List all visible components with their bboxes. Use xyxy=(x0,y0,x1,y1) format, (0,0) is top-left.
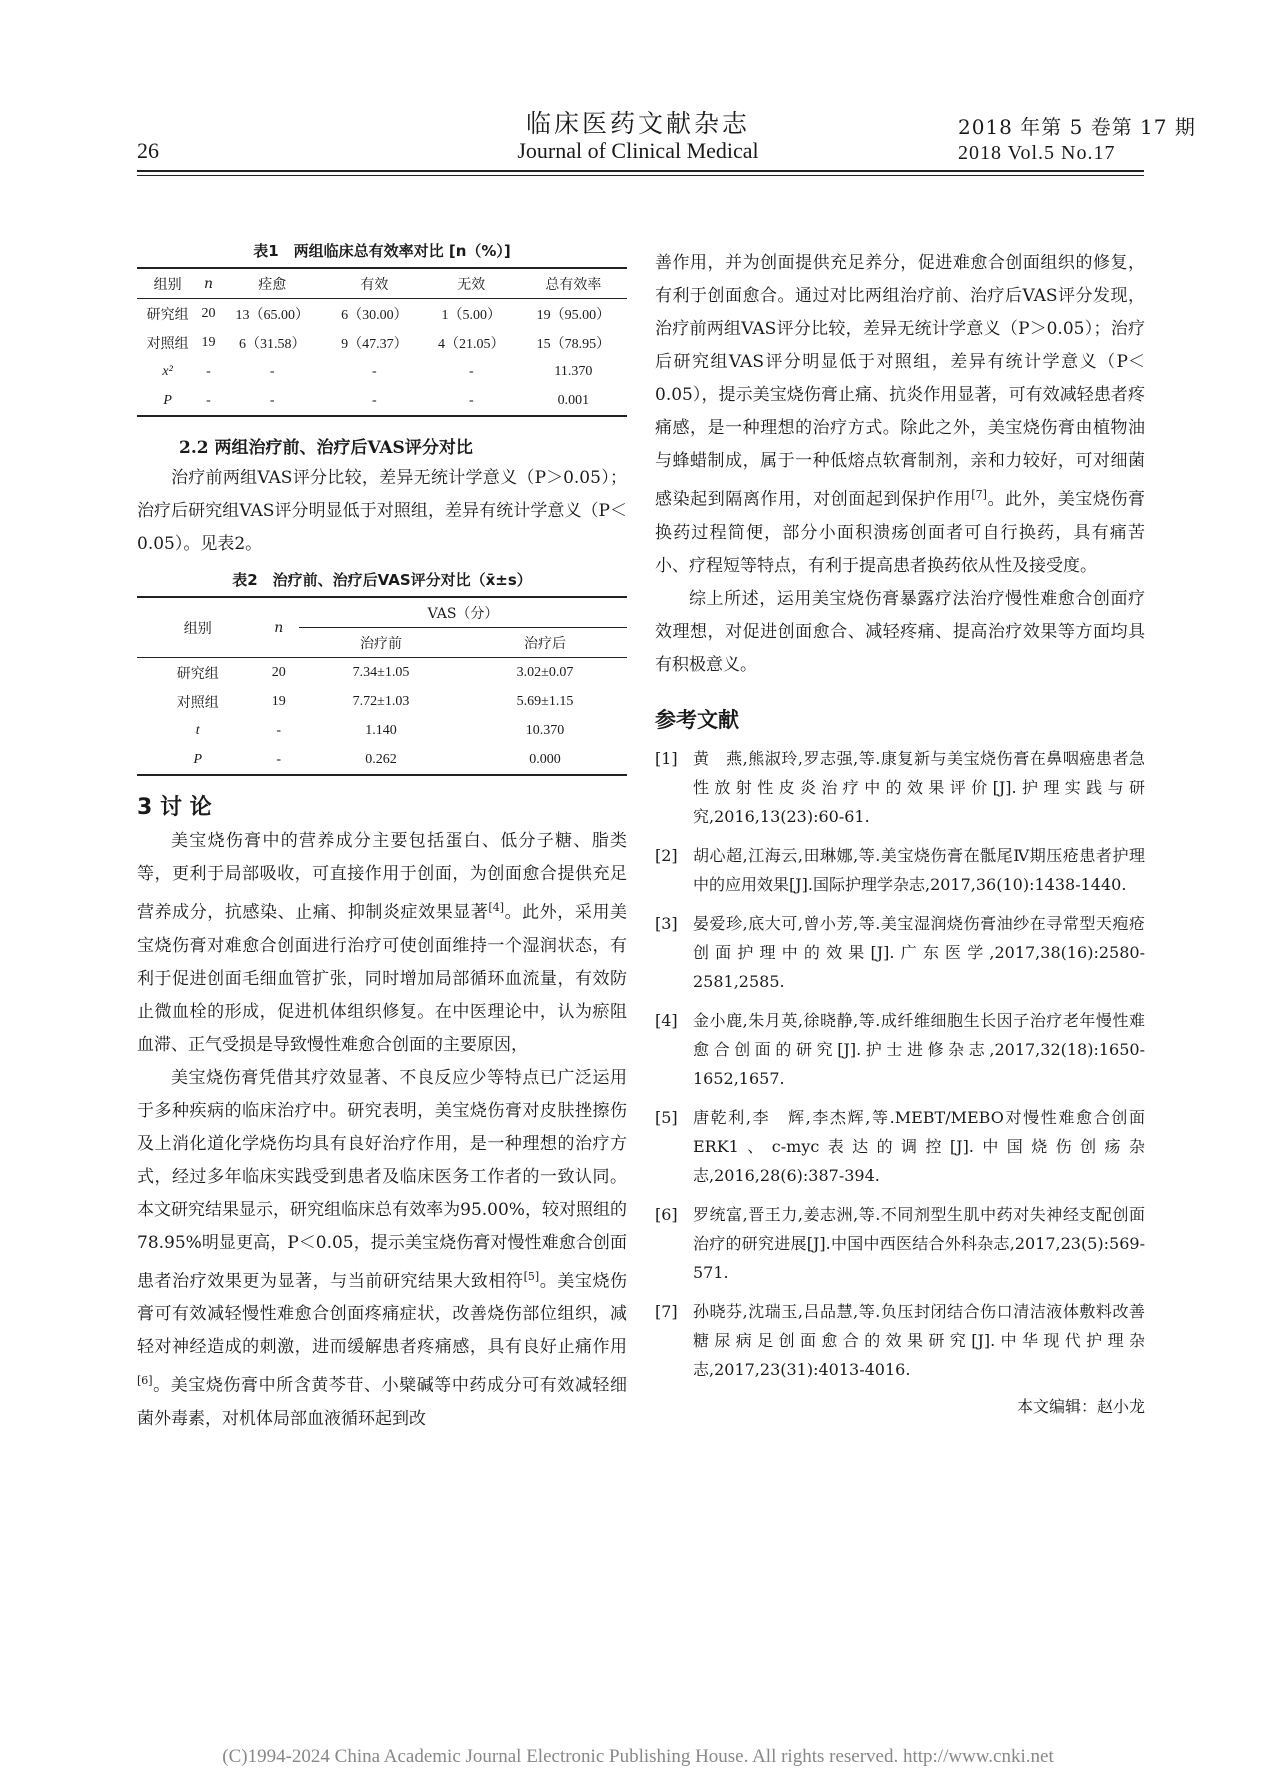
text-run: 美宝烧伤膏中的营养成分主要包括蛋白、低分子糖、脂类等，更利于局部吸收，可直接作用于创面，为创面愈合提供充足营养成分，抗感染、止痛、抑制炎症效果显著 xyxy=(137,831,627,923)
text-run: 美宝烧伤膏凭借其疗效显著、不良反应少等特点已广泛运用于多种疾病的临床治疗中。研究表明，美宝烧伤膏对皮肤挫擦伤及上消化道化学烧伤均具有良好治疗作用，是一种理想的治疗方式，经过多年临床实践受到患者及临床医务工作者的一致认同。本文研究结果显示，研究组临床总有效率为95.00%，较对照组的78.95%明显更高，P＜0.05，提示美宝烧伤膏对慢性难愈合创面患者治疗效果更为显著，与当前研究结果大致相符 xyxy=(137,1067,627,1292)
table-cell: 19 xyxy=(201,334,216,350)
table2-caption: 表2 治疗前、治疗后VAS评分对比（x̄±s） xyxy=(232,571,532,589)
reference-text: 罗统富,晋王力,姜志洲,等.不同剂型生肌中药对失神经支配创面治疗的研究进展[J].中国中西医结合外科杂志,2017,23(5):569-571. xyxy=(693,1204,1145,1282)
table2-header-group: 组别 xyxy=(137,597,259,658)
reference-item xyxy=(655,744,1145,831)
table-row xyxy=(137,658,627,688)
table2-header-before: 治疗前 xyxy=(299,628,463,658)
left-column xyxy=(137,240,627,1436)
table-cell: - xyxy=(468,392,474,408)
table-cell: 0.001 xyxy=(557,392,590,408)
citation: [4] xyxy=(488,901,505,914)
table1-header-cell: 总有效率 xyxy=(520,268,627,299)
table-cell: P xyxy=(163,392,172,408)
table-cell: 9（47.37） xyxy=(341,336,408,352)
table-cell: 0.262 xyxy=(365,751,397,767)
reference-text: 胡心超,江海云,田琳娜,等.美宝烧伤膏在骶尾Ⅳ期压疮患者护理中的应用效果[J].国际护理学杂志,2017,36(10):1438-1440. xyxy=(693,845,1145,894)
references-heading: 参考文献 xyxy=(655,707,739,732)
header-rule-thin xyxy=(137,175,1144,176)
section-2-2-heading: 2.2 两组治疗前、治疗后VAS评分对比 xyxy=(179,438,473,458)
reference-text: 金小鹿,朱月英,徐晓静,等.成纤维细胞生长因子治疗老年慢性难愈合创面的研究[J].护士进修杂志,2017,32(18):1650-1652,1657. xyxy=(693,1010,1145,1088)
section-3-paragraph-1 xyxy=(137,825,627,1062)
conclusion-paragraph: 综上所述，运用美宝烧伤膏暴露疗法治疗慢性难愈合创面疗效理想，对促进创面愈合、减轻疼痛、提高治疗效果等方面均具有积极意义。 xyxy=(655,588,1145,675)
copyright-footer: (C)1994-2024 China Academic Journal Electronic Publishing House. All rights reserved. http://www.cnki.net xyxy=(222,1746,1054,1767)
reference-item xyxy=(655,841,1145,899)
table-cell: - xyxy=(468,363,474,379)
table-row xyxy=(137,299,627,329)
table2-header-vas: VAS（分） xyxy=(299,597,627,628)
table-cell: 20 xyxy=(201,305,216,321)
citation: [7] xyxy=(971,488,987,501)
table-cell: 19 xyxy=(271,693,286,709)
reference-item xyxy=(655,1200,1145,1287)
table-cell: 13（65.00） xyxy=(235,307,309,323)
table-cell: - xyxy=(371,363,377,379)
text-run: 。此外，美宝烧伤膏换药过程简便，部分小面积溃疡创面者可自行换药，具有痛苦小、疗程短等特点，有利于提高患者换药依从性及接受度。 xyxy=(655,489,1146,576)
table-cell: 19（95.00） xyxy=(536,307,611,323)
table-cell: - xyxy=(371,392,377,408)
reference-item xyxy=(655,1006,1145,1093)
table2-header-n: n xyxy=(259,597,300,658)
table-cell: 1.140 xyxy=(365,722,397,738)
table-cell: 4（21.05） xyxy=(438,336,505,352)
reference-number: [4] xyxy=(655,1010,678,1030)
table-cell: 研究组 xyxy=(146,307,189,323)
table-cell: 15（78.95） xyxy=(536,336,611,352)
text-run: 。美宝烧伤膏中所含黄芩苷、小檗碱等中药成分可有效减轻细菌外毒素，对机体局部血液循环起到改 xyxy=(137,1375,627,1429)
table-cell: 对照组 xyxy=(146,336,189,352)
reference-number: [7] xyxy=(655,1301,678,1321)
reference-text: 唐乾利,李 辉,李杰辉,等.MEBT/MEBO对慢性难愈合创面ERK1、c-myc表达的调控[J].中国烧伤创疡杂志,2016,28(6):387-394. xyxy=(693,1107,1145,1185)
table1-header-cell: 有效 xyxy=(326,268,423,299)
section-3-heading: 3 讨 论 xyxy=(137,795,212,820)
discussion-continued xyxy=(655,247,1145,583)
table1-header-cell: 组别 xyxy=(137,268,198,299)
table-row xyxy=(137,386,627,416)
reference-number: [5] xyxy=(655,1107,678,1127)
table-cell: t xyxy=(195,722,200,738)
table1-header-cell: n xyxy=(198,268,218,299)
reference-text: 晏爱珍,底大可,曾小芳,等.美宝湿润烧伤膏油纱在寻常型天疱疮创面护理中的效果[J].广东医学,2017,38(16):2580-2581,2585. xyxy=(693,913,1145,991)
table-row xyxy=(137,687,627,716)
table-cell: 1（5.00） xyxy=(441,307,502,323)
table-cell: 5.69±1.15 xyxy=(516,693,574,709)
table-row xyxy=(137,716,627,745)
table-cell: 6（30.00） xyxy=(341,307,408,323)
section-3-paragraph-2 xyxy=(137,1062,627,1436)
table-cell: 研究组 xyxy=(176,666,219,682)
table-cell: - xyxy=(206,363,211,379)
table-row xyxy=(137,357,627,386)
table-cell: 对照组 xyxy=(176,695,219,711)
table-cell: 3.02±0.07 xyxy=(516,664,574,680)
text-run: 。美宝烧伤膏可有效减轻慢性难愈合创面疼痛症状，改善烧伤部位组织，减轻对神经造成的刺激，进而缓解患者疼痛感，具有良好止痛作用 xyxy=(137,1271,628,1358)
journal-title-cn: 临床医药文献杂志 xyxy=(525,109,750,138)
table-cell: P xyxy=(193,751,203,767)
table-row xyxy=(137,328,627,357)
table-cell: 10.370 xyxy=(525,722,565,738)
citation: [6] xyxy=(137,1374,153,1388)
header-rule-thick xyxy=(137,170,1144,172)
table1-caption: 表1 两组临床总有效率对比 [n（%）] xyxy=(253,242,511,260)
reference-item xyxy=(655,1103,1145,1190)
table-cell: 7.72±1.03 xyxy=(352,693,410,709)
table-cell: 11.370 xyxy=(554,363,593,379)
table1-header-cell: 痊愈 xyxy=(219,268,326,299)
reference-item xyxy=(655,909,1145,996)
table-cell: 6（31.58） xyxy=(239,336,306,352)
table2-header-after: 治疗后 xyxy=(463,628,627,658)
table-cell: - xyxy=(276,722,282,738)
editor-credit: 本文编辑：赵小龙 xyxy=(1016,1396,1145,1416)
reference-number: [6] xyxy=(655,1204,678,1224)
table-cell: - xyxy=(269,363,275,379)
text-run: 善作用，并为创面提供充足养分，促进难愈合创面组织的修复，有利于创面愈合。通过对比两组治疗前、治疗后VAS评分发现，治疗前两组VAS评分比较，差异无统计学意义（P＞0.05）；治疗后研究组VAS评分明显低于对照组，差异有统计学意义（P＜0.05），提示美宝烧伤膏止痛、抗炎作用显著，可有效减轻患者疼痛感，是一种理想的治疗方式。除此之外，美宝烧伤膏由植物油与蜂蜡制成，属于一种低熔点软膏制剂，亲和力较好，可对细菌感染起到隔离作用，对创面起到保护作用 xyxy=(655,253,1145,510)
table1-header-cell: 无效 xyxy=(423,268,520,299)
table-cell: x² xyxy=(162,363,173,379)
table-cell: - xyxy=(206,392,211,408)
table2 xyxy=(137,596,627,776)
table-cell: 0.000 xyxy=(529,751,561,767)
reference-text: 孙晓芬,沈瑞玉,吕品慧,等.负压封闭结合伤口清洁液体敷料改善糖尿病足创面愈合的效果研究[J].中华现代护理杂志,2017,23(31):4013-4016. xyxy=(693,1301,1145,1379)
journal-title-en: Journal of Clinical Medical xyxy=(517,138,759,163)
table1 xyxy=(137,267,627,417)
reference-text: 黄 燕,熊淑玲,罗志强,等.康复新与美宝烧伤膏在鼻咽癌患者急性放射性皮炎治疗中的效果评价[J].护理实践与研究,2016,13(23):60-61. xyxy=(693,748,1145,826)
right-column xyxy=(655,247,1145,1417)
reference-number: [3] xyxy=(655,913,678,933)
section-2-2-text: 治疗前两组VAS评分比较，差异无统计学意义（P＞0.05）；治疗后研究组VAS评分明显低于对照组，差异有统计学意义（P＜0.05）。见表2。 xyxy=(137,468,627,554)
reference-number: [1] xyxy=(655,748,678,768)
table-cell: 7.34±1.05 xyxy=(352,664,410,680)
page-number: 26 xyxy=(137,138,159,163)
table-cell: - xyxy=(276,751,282,767)
citation: [5] xyxy=(523,1269,540,1283)
reference-number: [2] xyxy=(655,845,678,865)
issue-info-cn: 2018 年第 5 卷第 17 期 xyxy=(958,115,1196,139)
table-cell: 20 xyxy=(271,664,286,680)
reference-item xyxy=(655,1297,1145,1384)
table-row xyxy=(137,745,627,775)
issue-info-en: 2018 Vol.5 No.17 xyxy=(958,142,1116,164)
text-run: 。此外，采用美宝烧伤膏对难愈合创面进行治疗可使创面维持一个湿润状态，有利于促进创面毛细血管扩张，同时增加局部循环血流量，有效防止微血栓的形成，促进机体组织修复。在中医理论中，认为瘀阻血滞、正气受损是导致慢性难愈合创面的主要原因， xyxy=(137,902,628,1055)
table-cell: - xyxy=(269,392,275,408)
